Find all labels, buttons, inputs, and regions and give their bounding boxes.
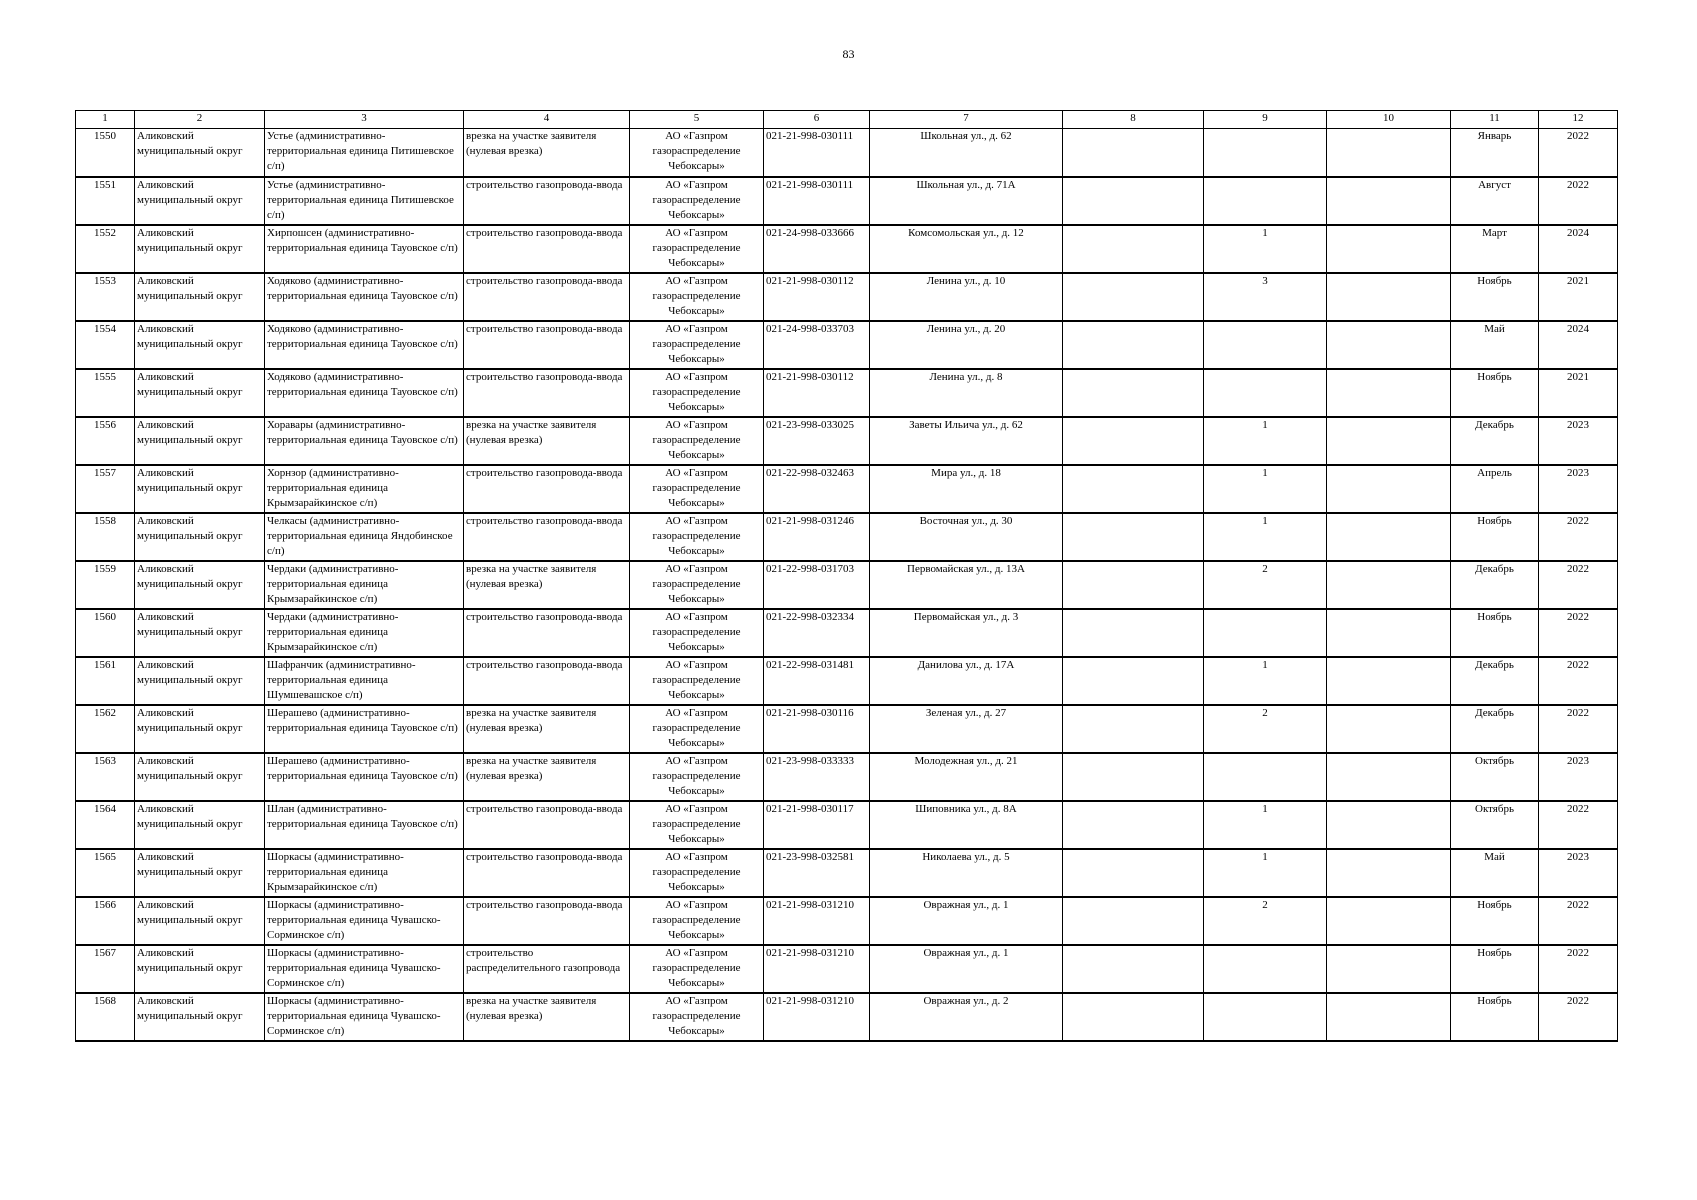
locality-cell: Устье (административно-территориальная единица Питишевское с/п)	[265, 129, 464, 177]
organization-cell: АО «Газпром газораспределение Чебоксары»	[630, 801, 764, 849]
column-9-cell: 1	[1204, 225, 1327, 273]
work-type-cell: строительство газопровода-ввода	[464, 801, 630, 849]
row-number-cell: 1555	[76, 369, 135, 417]
column-9-cell	[1204, 369, 1327, 417]
organization-cell: АО «Газпром газораспределение Чебоксары»	[630, 513, 764, 561]
column-10-cell	[1327, 177, 1451, 225]
column-9-cell: 1	[1204, 513, 1327, 561]
organization-cell: АО «Газпром газораспределение Чебоксары»	[630, 273, 764, 321]
column-8-cell	[1063, 513, 1204, 561]
column-header-4: 4	[464, 111, 630, 129]
table-row	[76, 849, 1618, 897]
district-cell: Аликовский муниципальный округ	[135, 609, 265, 657]
month-cell: Ноябрь	[1451, 993, 1539, 1041]
column-8-cell	[1063, 321, 1204, 369]
object-code-cell: 021-21-998-031210	[764, 945, 870, 993]
month-cell: Октябрь	[1451, 801, 1539, 849]
month-cell: Апрель	[1451, 465, 1539, 513]
year-cell: 2021	[1539, 273, 1618, 321]
organization-cell: АО «Газпром газораспределение Чебоксары»	[630, 849, 764, 897]
organization-cell: АО «Газпром газораспределение Чебоксары»	[630, 993, 764, 1041]
address-cell: Первомайская ул., д. 3	[870, 609, 1063, 657]
month-cell: Декабрь	[1451, 657, 1539, 705]
table-row	[76, 753, 1618, 801]
district-cell: Аликовский муниципальный округ	[135, 705, 265, 753]
work-type-cell: строительство газопровода-ввода	[464, 321, 630, 369]
month-cell: Декабрь	[1451, 561, 1539, 609]
address-cell: Овражная ул., д. 1	[870, 897, 1063, 945]
column-9-cell	[1204, 321, 1327, 369]
column-8-cell	[1063, 417, 1204, 465]
month-cell: Август	[1451, 177, 1539, 225]
column-9-cell	[1204, 945, 1327, 993]
column-9-cell	[1204, 993, 1327, 1041]
column-header-3: 3	[265, 111, 464, 129]
table-row	[76, 129, 1618, 177]
address-cell: Данилова ул., д. 17А	[870, 657, 1063, 705]
column-9-cell: 1	[1204, 657, 1327, 705]
locality-cell: Ходяково (административно-территориальная единица Тауовское с/п)	[265, 273, 464, 321]
column-10-cell	[1327, 945, 1451, 993]
table-row	[76, 465, 1618, 513]
district-cell: Аликовский муниципальный округ	[135, 369, 265, 417]
column-header-6: 6	[764, 111, 870, 129]
month-cell: Ноябрь	[1451, 945, 1539, 993]
district-cell: Аликовский муниципальный округ	[135, 897, 265, 945]
column-8-cell	[1063, 657, 1204, 705]
month-cell: Октябрь	[1451, 753, 1539, 801]
address-cell: Зеленая ул., д. 27	[870, 705, 1063, 753]
year-cell: 2024	[1539, 321, 1618, 369]
district-cell: Аликовский муниципальный округ	[135, 801, 265, 849]
row-number-cell: 1562	[76, 705, 135, 753]
column-8-cell	[1063, 993, 1204, 1041]
address-cell: Молодежная ул., д. 21	[870, 753, 1063, 801]
locality-cell: Шерашево (административно-территориальная единица Тауовское с/п)	[265, 753, 464, 801]
object-code-cell: 021-22-998-031703	[764, 561, 870, 609]
row-number-cell: 1560	[76, 609, 135, 657]
locality-cell: Шерашево (административно-территориальная единица Тауовское с/п)	[265, 705, 464, 753]
row-number-cell: 1564	[76, 801, 135, 849]
locality-cell: Челкасы (административно-территориальная единица Яндобинское с/п)	[265, 513, 464, 561]
year-cell: 2022	[1539, 801, 1618, 849]
locality-cell: Ходяково (административно-территориальная единица Тауовское с/п)	[265, 321, 464, 369]
column-10-cell	[1327, 513, 1451, 561]
year-cell: 2022	[1539, 561, 1618, 609]
work-type-cell: строительство газопровода-ввода	[464, 225, 630, 273]
column-10-cell	[1327, 369, 1451, 417]
district-cell: Аликовский муниципальный округ	[135, 465, 265, 513]
table-row	[76, 945, 1618, 993]
organization-cell: АО «Газпром газораспределение Чебоксары»	[630, 657, 764, 705]
work-type-cell: строительство газопровода-ввода	[464, 897, 630, 945]
work-type-cell: врезка на участке заявителя (нулевая врезка)	[464, 993, 630, 1041]
work-type-cell: строительство газопровода-ввода	[464, 849, 630, 897]
column-10-cell	[1327, 801, 1451, 849]
row-number-cell: 1565	[76, 849, 135, 897]
column-10-cell	[1327, 561, 1451, 609]
column-10-cell	[1327, 993, 1451, 1041]
column-9-cell: 2	[1204, 705, 1327, 753]
column-9-cell: 2	[1204, 897, 1327, 945]
column-10-cell	[1327, 657, 1451, 705]
organization-cell: АО «Газпром газораспределение Чебоксары»	[630, 177, 764, 225]
object-code-cell: 021-24-998-033703	[764, 321, 870, 369]
address-cell: Ленина ул., д. 20	[870, 321, 1063, 369]
month-cell: Ноябрь	[1451, 609, 1539, 657]
district-cell: Аликовский муниципальный округ	[135, 273, 265, 321]
locality-cell: Хорнзор (административно-территориальная единица Крымзарайкинское с/п)	[265, 465, 464, 513]
work-type-cell: строительство распределительного газопровода	[464, 945, 630, 993]
district-cell: Аликовский муниципальный округ	[135, 657, 265, 705]
column-header-5: 5	[630, 111, 764, 129]
column-9-cell: 1	[1204, 417, 1327, 465]
locality-cell: Шоркасы (административно-территориальная единица Крымзарайкинское с/п)	[265, 849, 464, 897]
organization-cell: АО «Газпром газораспределение Чебоксары»	[630, 321, 764, 369]
column-header-7: 7	[870, 111, 1063, 129]
object-code-cell: 021-21-998-030117	[764, 801, 870, 849]
row-number-cell: 1559	[76, 561, 135, 609]
month-cell: Май	[1451, 321, 1539, 369]
address-cell: Восточная ул., д. 30	[870, 513, 1063, 561]
table-row	[76, 513, 1618, 561]
address-cell: Овражная ул., д. 1	[870, 945, 1063, 993]
row-number-cell: 1557	[76, 465, 135, 513]
column-9-cell: 1	[1204, 465, 1327, 513]
column-header-8: 8	[1063, 111, 1204, 129]
column-9-cell: 1	[1204, 801, 1327, 849]
page-number: 83	[842, 47, 855, 61]
month-cell: Ноябрь	[1451, 273, 1539, 321]
table-row	[76, 705, 1618, 753]
locality-cell: Шафранчик (административно-территориальная единица Шумшевашское с/п)	[265, 657, 464, 705]
year-cell: 2022	[1539, 897, 1618, 945]
organization-cell: АО «Газпром газораспределение Чебоксары»	[630, 897, 764, 945]
month-cell: Ноябрь	[1451, 897, 1539, 945]
work-type-cell: врезка на участке заявителя (нулевая врезка)	[464, 417, 630, 465]
row-number-cell: 1567	[76, 945, 135, 993]
column-9-cell: 2	[1204, 561, 1327, 609]
table-row	[76, 417, 1618, 465]
row-number-cell: 1568	[76, 993, 135, 1041]
column-header-11: 11	[1451, 111, 1539, 129]
organization-cell: АО «Газпром газораспределение Чебоксары»	[630, 753, 764, 801]
year-cell: 2022	[1539, 993, 1618, 1041]
row-number-cell: 1554	[76, 321, 135, 369]
column-8-cell	[1063, 225, 1204, 273]
year-cell: 2022	[1539, 177, 1618, 225]
column-10-cell	[1327, 465, 1451, 513]
table-row	[76, 321, 1618, 369]
object-code-cell: 021-22-998-032334	[764, 609, 870, 657]
district-cell: Аликовский муниципальный округ	[135, 513, 265, 561]
work-type-cell: строительство газопровода-ввода	[464, 273, 630, 321]
year-cell: 2023	[1539, 849, 1618, 897]
gasification-table	[75, 110, 1618, 1042]
year-cell: 2021	[1539, 369, 1618, 417]
column-9-cell	[1204, 609, 1327, 657]
column-8-cell	[1063, 369, 1204, 417]
year-cell: 2023	[1539, 417, 1618, 465]
month-cell: Март	[1451, 225, 1539, 273]
organization-cell: АО «Газпром газораспределение Чебоксары»	[630, 561, 764, 609]
object-code-cell: 021-21-998-030116	[764, 705, 870, 753]
column-8-cell	[1063, 465, 1204, 513]
table-row	[76, 561, 1618, 609]
column-8-cell	[1063, 561, 1204, 609]
table-row	[76, 225, 1618, 273]
table-row	[76, 801, 1618, 849]
table-row	[76, 657, 1618, 705]
object-code-cell: 021-21-998-031210	[764, 993, 870, 1041]
column-header-9: 9	[1204, 111, 1327, 129]
locality-cell: Чердаки (административно-территориальная единица Крымзарайкинское с/п)	[265, 561, 464, 609]
year-cell: 2023	[1539, 753, 1618, 801]
column-8-cell	[1063, 609, 1204, 657]
address-cell: Николаева ул., д. 5	[870, 849, 1063, 897]
column-8-cell	[1063, 801, 1204, 849]
column-header-1: 1	[76, 111, 135, 129]
column-8-cell	[1063, 945, 1204, 993]
organization-cell: АО «Газпром газораспределение Чебоксары»	[630, 705, 764, 753]
address-cell: Заветы Ильича ул., д. 62	[870, 417, 1063, 465]
object-code-cell: 021-21-998-031210	[764, 897, 870, 945]
column-10-cell	[1327, 753, 1451, 801]
district-cell: Аликовский муниципальный округ	[135, 225, 265, 273]
year-cell: 2023	[1539, 465, 1618, 513]
object-code-cell: 021-21-998-031246	[764, 513, 870, 561]
work-type-cell: строительство газопровода-ввода	[464, 465, 630, 513]
table-row	[76, 897, 1618, 945]
locality-cell: Шлан (административно-территориальная единица Тауовское с/п)	[265, 801, 464, 849]
work-type-cell: врезка на участке заявителя (нулевая врезка)	[464, 129, 630, 177]
column-9-cell: 3	[1204, 273, 1327, 321]
object-code-cell: 021-24-998-033666	[764, 225, 870, 273]
year-cell: 2022	[1539, 945, 1618, 993]
locality-cell: Шоркасы (административно-территориальная единица Чувашско-Сорминское с/п)	[265, 897, 464, 945]
row-number-cell: 1563	[76, 753, 135, 801]
column-10-cell	[1327, 225, 1451, 273]
row-number-cell: 1550	[76, 129, 135, 177]
object-code-cell: 021-23-998-032581	[764, 849, 870, 897]
address-cell: Овражная ул., д. 2	[870, 993, 1063, 1041]
column-10-cell	[1327, 609, 1451, 657]
column-10-cell	[1327, 273, 1451, 321]
month-cell: Ноябрь	[1451, 369, 1539, 417]
organization-cell: АО «Газпром газораспределение Чебоксары»	[630, 225, 764, 273]
month-cell: Декабрь	[1451, 417, 1539, 465]
column-8-cell	[1063, 273, 1204, 321]
work-type-cell: строительство газопровода-ввода	[464, 657, 630, 705]
organization-cell: АО «Газпром газораспределение Чебоксары»	[630, 417, 764, 465]
row-number-cell: 1556	[76, 417, 135, 465]
organization-cell: АО «Газпром газораспределение Чебоксары»	[630, 465, 764, 513]
district-cell: Аликовский муниципальный округ	[135, 129, 265, 177]
column-8-cell	[1063, 897, 1204, 945]
header-row	[76, 111, 1618, 129]
object-code-cell: 021-23-998-033333	[764, 753, 870, 801]
locality-cell: Хирпошсен (административно-территориальная единица Тауовское с/п)	[265, 225, 464, 273]
district-cell: Аликовский муниципальный округ	[135, 321, 265, 369]
column-8-cell	[1063, 177, 1204, 225]
table-body	[76, 129, 1618, 1041]
work-type-cell: строительство газопровода-ввода	[464, 513, 630, 561]
row-number-cell: 1561	[76, 657, 135, 705]
row-number-cell: 1558	[76, 513, 135, 561]
table-row	[76, 273, 1618, 321]
column-9-cell	[1204, 129, 1327, 177]
column-10-cell	[1327, 417, 1451, 465]
address-cell: Школьная ул., д. 71А	[870, 177, 1063, 225]
table-row	[76, 369, 1618, 417]
district-cell: Аликовский муниципальный округ	[135, 993, 265, 1041]
year-cell: 2022	[1539, 609, 1618, 657]
district-cell: Аликовский муниципальный округ	[135, 561, 265, 609]
address-cell: Комсомольская ул., д. 12	[870, 225, 1063, 273]
district-cell: Аликовский муниципальный округ	[135, 417, 265, 465]
month-cell: Май	[1451, 849, 1539, 897]
object-code-cell: 021-21-998-030111	[764, 129, 870, 177]
locality-cell: Ходяково (административно-территориальная единица Тауовское с/п)	[265, 369, 464, 417]
year-cell: 2022	[1539, 705, 1618, 753]
column-8-cell	[1063, 753, 1204, 801]
table-row	[76, 993, 1618, 1041]
column-9-cell	[1204, 177, 1327, 225]
column-8-cell	[1063, 849, 1204, 897]
object-code-cell: 021-21-998-030111	[764, 177, 870, 225]
organization-cell: АО «Газпром газораспределение Чебоксары»	[630, 945, 764, 993]
work-type-cell: строительство газопровода-ввода	[464, 369, 630, 417]
row-number-cell: 1552	[76, 225, 135, 273]
column-10-cell	[1327, 849, 1451, 897]
locality-cell: Чердаки (административно-территориальная единица Крымзарайкинское с/п)	[265, 609, 464, 657]
object-code-cell: 021-22-998-032463	[764, 465, 870, 513]
locality-cell: Хоравары (административно-территориальная единица Тауовское с/п)	[265, 417, 464, 465]
year-cell: 2022	[1539, 129, 1618, 177]
month-cell: Ноябрь	[1451, 513, 1539, 561]
district-cell: Аликовский муниципальный округ	[135, 849, 265, 897]
column-8-cell	[1063, 129, 1204, 177]
address-cell: Ленина ул., д. 8	[870, 369, 1063, 417]
table-row	[76, 609, 1618, 657]
row-number-cell: 1553	[76, 273, 135, 321]
work-type-cell: строительство газопровода-ввода	[464, 177, 630, 225]
year-cell: 2022	[1539, 657, 1618, 705]
work-type-cell: врезка на участке заявителя (нулевая врезка)	[464, 705, 630, 753]
column-10-cell	[1327, 129, 1451, 177]
address-cell: Мира ул., д. 18	[870, 465, 1063, 513]
address-cell: Школьная ул., д. 62	[870, 129, 1063, 177]
month-cell: Январь	[1451, 129, 1539, 177]
row-number-cell: 1566	[76, 897, 135, 945]
object-code-cell: 021-21-998-030112	[764, 273, 870, 321]
row-number-cell: 1551	[76, 177, 135, 225]
month-cell: Декабрь	[1451, 705, 1539, 753]
work-type-cell: строительство газопровода-ввода	[464, 609, 630, 657]
organization-cell: АО «Газпром газораспределение Чебоксары»	[630, 369, 764, 417]
column-10-cell	[1327, 321, 1451, 369]
address-cell: Шиповника ул., д. 8А	[870, 801, 1063, 849]
object-code-cell: 021-22-998-031481	[764, 657, 870, 705]
work-type-cell: врезка на участке заявителя (нулевая врезка)	[464, 561, 630, 609]
column-9-cell: 1	[1204, 849, 1327, 897]
object-code-cell: 021-21-998-030112	[764, 369, 870, 417]
work-type-cell: врезка на участке заявителя (нулевая врезка)	[464, 753, 630, 801]
table-row	[76, 177, 1618, 225]
address-cell: Ленина ул., д. 10	[870, 273, 1063, 321]
object-code-cell: 021-23-998-033025	[764, 417, 870, 465]
district-cell: Аликовский муниципальный округ	[135, 177, 265, 225]
district-cell: Аликовский муниципальный округ	[135, 753, 265, 801]
column-10-cell	[1327, 897, 1451, 945]
year-cell: 2022	[1539, 513, 1618, 561]
column-8-cell	[1063, 705, 1204, 753]
address-cell: Первомайская ул., д. 13А	[870, 561, 1063, 609]
organization-cell: АО «Газпром газораспределение Чебоксары»	[630, 129, 764, 177]
organization-cell: АО «Газпром газораспределение Чебоксары»	[630, 609, 764, 657]
locality-cell: Шоркасы (административно-территориальная единица Чувашско-Сорминское с/п)	[265, 993, 464, 1041]
column-10-cell	[1327, 705, 1451, 753]
column-header-10: 10	[1327, 111, 1451, 129]
column-header-2: 2	[135, 111, 265, 129]
district-cell: Аликовский муниципальный округ	[135, 945, 265, 993]
locality-cell: Устье (административно-территориальная единица Питишевское с/п)	[265, 177, 464, 225]
locality-cell: Шоркасы (административно-территориальная единица Чувашско-Сорминское с/п)	[265, 945, 464, 993]
column-9-cell	[1204, 753, 1327, 801]
year-cell: 2024	[1539, 225, 1618, 273]
column-header-12: 12	[1539, 111, 1618, 129]
